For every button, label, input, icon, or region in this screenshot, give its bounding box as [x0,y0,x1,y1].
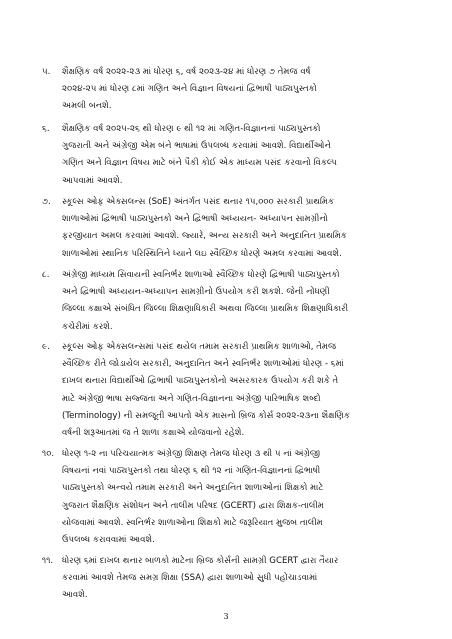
paragraph-8 [42,267,422,336]
paragraph-number: ૫. [42,67,51,77]
paragraph-line: (Terminology) ની સમજૂતી આપતો એક માસનો બ્રિજ કોર્સ ૨૦૨૨-૨૩ના શૈક્ષણિક [62,410,350,421]
paragraph-7 [42,194,422,263]
paragraph-line: ગુજરાત શૈક્ષણિક સંશોધન અને તાલીમ પરિષદ (GCERT) દ્વારા શિક્ષક-તાલીમ [62,500,324,511]
paragraph-line: શૈક્ષણિક વર્ષ ૨૦૨૫-૨૬ થી ધોરણ ૯ થી ૧૨ માં ગણિત-વિજ્ઞાનનાં પાઠ્યપુસ્તકો [62,124,321,134]
paragraph-number: ૮. [42,270,50,280]
paragraph-line: ૨૦૨૪-૨૫ માં ધોરણ ૮માં ગણિત અને વિજ્ઞાન વિષયનાં દ્વિભાષી પાઠ્યપુસ્તકો [62,84,317,95]
paragraph-line: કચેરીમાં કરશે. [62,321,113,332]
page-number: 3 [223,612,229,621]
paragraph-number: ૭. [42,197,51,207]
paragraph-line: ગણિત અને વિજ્ઞાન વિષય માટે બંને પૈકી કોઈ એક માધ્યમ પસંદ કરવાનો વિકલ્પ [62,158,337,169]
paragraph-5 [42,64,422,116]
paragraph-line: ઉપલબ્ધ કરાવવામાં આવશે. [62,535,155,546]
paragraph-number: ૧૦. [42,449,55,459]
paragraph-line: માટે અંગ્રેજી ભાષા સજ્જતા અને ગણિત-વિજ્ઞાનના અંગ્રેજી પારિભાષિક શબ્દો [62,393,321,404]
paragraph-line: પાઠ્યપુસ્તકો અન્વયે તમામ સરકારી અને અનુદાનિત શાળાઓનાં શિક્ષકો માટે [62,483,324,494]
paragraph-line: કરવામાં આવશે તેમજ સમગ્ર શિક્ષા (SSA) દ્વારા શાળાઓ સુધી પહોંચાડવામાં [62,573,318,584]
paragraph-line: ફરજીયાત અમલ કરવામાં આવશે. જ્યારે, અન્ય સરકારી અને અનુદાનિત પ્રાથમિક [62,231,347,242]
paragraph-line: ગુજરાતી અને અંગ્રેજી એમ બંને ભાષામાં ઉપલબ્ધ કરવામાં આવશે. વિદ્યાર્થીઓને [62,141,332,152]
paragraph-11 [42,553,422,605]
paragraph-10 [42,446,422,549]
paragraph-line: આવશે. [62,590,88,601]
paragraph-line: અમલી બનશે. [62,101,112,112]
paragraph-line: સ્કૂલ્સ ઓફ એક્સલન્સ (SoE) અંતર્ગત પસંદ થનાર ૧૫,૦૦૦ સરકારી પ્રાથમિક [62,197,335,207]
paragraph-line: આપવામાં આવશે. [62,175,123,186]
paragraph-number: ૬. [42,124,50,134]
paragraph-line: ધોરણ ૧-૨ ના પરિચયાત્મક અંગ્રેજી શિક્ષણ તેમજ ધોરણ ૩ થી ૫ નાં અંગ્રેજી [62,449,321,459]
paragraph-line: શાળાઓમાં દ્વિભાષી પાઠ્યપુસ્તકો અને દ્વિભાષી અધ્યયન- અધ્યાપન સામગ્રીનો [62,214,328,225]
paragraph-line: ધોરણ ૬માં દાખલ થનાર બાળકો માટેના બ્રિજ કોર્સની સામગ્રી GCERT દ્વારા તૈયાર [62,556,339,566]
paragraph-line: દાખલ થનારા વિદ્યાર્થીઓ દ્વિભાષી પાઠ્યપુસ્તકોનો અસરકારક ઉપયોગ કરી શકે તે [62,376,339,387]
paragraph-9 [42,339,422,442]
paragraph-line: જિલ્લા કક્ષાએ સંબંધિત જિલ્લા શિક્ષણાધિકારી અથવા જિલ્લા પ્રાથમિક શિક્ષણાધિકારી [62,304,349,315]
paragraph-line: વિષયનાં નવાં પાઠ્યપુસ્તકો તથા ધોરણ ૬ થી ૧૨ નાં ગણિત-વિજ્ઞાનનાં દ્વિભાષી [62,466,321,477]
paragraph-line: વર્ષની શરૂઆતમાં જ તે શાળા કક્ષાએ યોજવાનો રહેશે. [62,428,245,439]
paragraph-6 [42,121,422,190]
paragraph-line: શૈક્ષણિક વર્ષ ૨૦૨૨-૨૩ માં ધોરણ ૬, વર્ષ ૨૦૨૩-૨૪ માં ધોરણ ૭ તેમજ વર્ષ [62,67,311,77]
paragraph-line: શાળાઓમાં સ્થાનિક પરિસ્થિતિને ધ્યાને લઇ સ્વૈચ્છિક ધોરણે અમલ કરવામાં આવશે. [62,248,342,259]
paragraph-number: ૯. [42,342,50,352]
paragraph-line: સ્કૂલ્સ ઓફ એક્સલન્સમાં પસંદ થયેલ તમામ સરકારી પ્રાથમિક શાળાઓ, તેમજ [62,342,337,352]
paragraph-line: સ્વૈચ્છિક રીતે જોડાયેલ સરકારી, અનુદાનિત અને સ્વનિર્ભર શાળાઓમાં ધોરણ - ૬માં [62,359,344,370]
paragraph-number: ૧૧. [42,556,54,566]
paragraph-line: યોજવામાં આવશે. સ્વનિર્ભર શાળાઓના શિક્ષકો માટે જરૂરિયાત મુજબ તાલીમ [62,517,323,528]
paragraph-line: અંગ્રેજી માધ્યમ સિવાયની સ્વનિર્ભર શાળાઓ સ્વૈચ્છિક ધોરણે દ્વિભાષી પાઠ્યપુસ્તકો [62,270,340,280]
paragraph-line: અને દ્વિભાષી અધ્યયન-અધ્યાપન સામગ્રીનો ઉપયોગ કરી શકશે. જેની નોંધણી [62,287,330,298]
